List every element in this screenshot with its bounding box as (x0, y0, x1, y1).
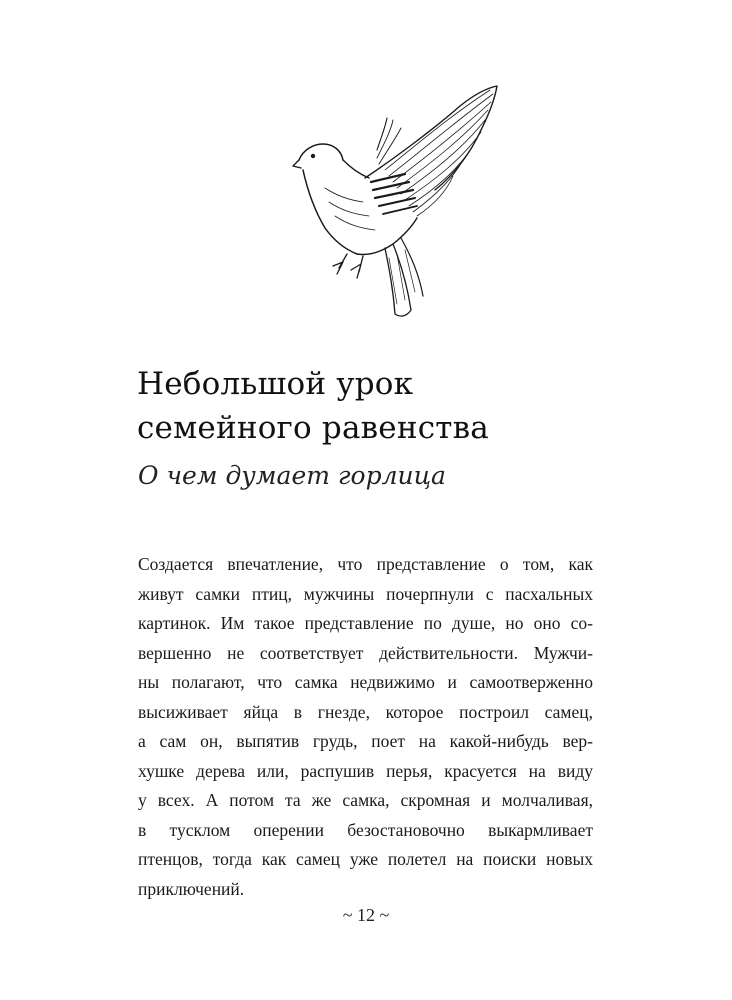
dove-illustration-icon (285, 78, 515, 328)
chapter-title-line-2: семейного равенства (137, 410, 489, 446)
chapter-title-line-1: Небольшой урок (137, 366, 414, 402)
text-line: птенцов, тогда как самец уже полетел на поиски новых (138, 849, 593, 869)
text-line: живут самки птиц, мужчины почерпнули с пасхальных (138, 583, 593, 604)
text-line: высиживает яйца в гнезде, которое построил самец, (138, 701, 593, 722)
text-line: в тусклом оперении безостановочно выкармливает (138, 819, 593, 840)
text-line: приключений. (138, 878, 245, 899)
text-line: ны полагают, что самка недвижимо и самоотверженно (138, 672, 593, 692)
text-line: хушке дерева или, распушив перья, красуется на виду (138, 760, 593, 781)
body-paragraph (138, 550, 593, 904)
text-line: Создается впечатление, что представление о том, как (138, 554, 593, 574)
chapter-subtitle: О чем думает горлица (138, 461, 446, 490)
text-line: а сам он, выпятив грудь, поет на какой-нибудь вер- (138, 731, 593, 751)
text-line: у всех. А потом та же самка, скромная и молчаливая, (138, 790, 593, 810)
text-line: вершенно не соответствует действительности. Мужчи- (138, 642, 593, 663)
chapter-title (137, 362, 617, 450)
text-line: картинок. Им такое представление по душе, но оно со- (138, 613, 593, 633)
page-number: ~ 12 ~ (342, 905, 390, 925)
